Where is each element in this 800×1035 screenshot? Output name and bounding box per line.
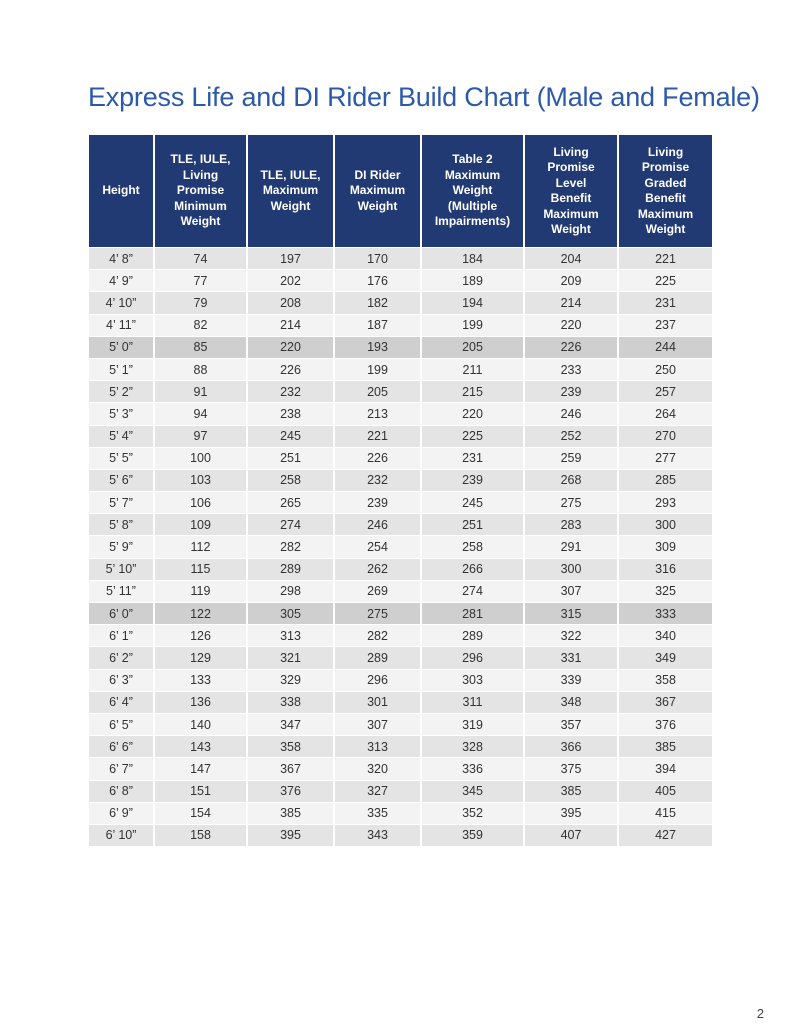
weight-cell: 376 — [619, 713, 712, 735]
table-row — [89, 380, 712, 402]
weight-cell: 300 — [619, 513, 712, 535]
weight-cell: 281 — [422, 602, 525, 624]
column-header-line: Promise — [641, 160, 690, 174]
weight-cell: 338 — [248, 691, 335, 713]
column-header-line: Impairments) — [434, 214, 511, 229]
weight-cell: 357 — [525, 713, 619, 735]
weight-cell: 322 — [525, 624, 619, 646]
table-row — [89, 247, 712, 269]
weight-cell: 231 — [619, 291, 712, 313]
weight-cell: 109 — [155, 513, 248, 535]
weight-cell: 119 — [155, 580, 248, 602]
weight-cell: 300 — [525, 558, 619, 580]
weight-cell: 154 — [155, 802, 248, 824]
weight-cell: 315 — [525, 602, 619, 624]
weight-cell: 305 — [248, 602, 335, 624]
weight-cell: 427 — [619, 824, 712, 846]
height-cell: 6’ 4” — [89, 691, 155, 713]
weight-cell: 268 — [525, 469, 619, 491]
column-header-line: (Multiple — [447, 198, 498, 213]
weight-cell: 244 — [619, 336, 712, 358]
table-row — [89, 624, 712, 646]
column-header-line: Benefit — [550, 191, 592, 205]
weight-cell: 232 — [248, 380, 335, 402]
table-row — [89, 802, 712, 824]
weight-cell: 285 — [619, 469, 712, 491]
weight-cell: 214 — [525, 291, 619, 313]
weight-cell: 79 — [155, 291, 248, 313]
column-header-line: Table 2 — [452, 152, 493, 167]
weight-cell: 193 — [335, 336, 422, 358]
column-header — [89, 135, 155, 247]
column-header-line: TLE, IULE, — [170, 152, 231, 167]
weight-cell: 348 — [525, 691, 619, 713]
table-row — [89, 713, 712, 735]
weight-cell: 147 — [155, 757, 248, 779]
weight-cell: 293 — [619, 491, 712, 513]
height-cell: 5’ 5” — [89, 447, 155, 469]
weight-cell: 282 — [248, 535, 335, 557]
table-row — [89, 580, 712, 602]
build-chart-table — [89, 135, 712, 846]
column-header-line: Promise — [176, 183, 225, 198]
weight-cell: 349 — [619, 646, 712, 668]
table-row — [89, 602, 712, 624]
weight-cell: 209 — [525, 269, 619, 291]
weight-cell: 88 — [155, 358, 248, 380]
weight-cell: 277 — [619, 447, 712, 469]
weight-cell: 202 — [248, 269, 335, 291]
height-cell: 5’ 3” — [89, 402, 155, 424]
weight-cell: 250 — [619, 358, 712, 380]
weight-cell: 319 — [422, 713, 525, 735]
table-row — [89, 513, 712, 535]
height-cell: 6’ 9” — [89, 802, 155, 824]
weight-cell: 385 — [248, 802, 335, 824]
table-row — [89, 735, 712, 757]
height-cell: 6’ 0” — [89, 602, 155, 624]
height-cell: 5’ 11” — [89, 580, 155, 602]
weight-cell: 258 — [248, 469, 335, 491]
weight-cell: 100 — [155, 447, 248, 469]
weight-cell: 82 — [155, 314, 248, 336]
height-cell: 4’ 9” — [89, 269, 155, 291]
height-cell: 5’ 7” — [89, 491, 155, 513]
column-header-line: DI Rider — [354, 167, 401, 182]
column-header-line: Maximum — [262, 183, 319, 198]
weight-cell: 327 — [335, 780, 422, 802]
weight-cell: 239 — [335, 491, 422, 513]
weight-cell: 257 — [619, 380, 712, 402]
height-cell: 5’ 0” — [89, 336, 155, 358]
column-header-line: Weight — [357, 198, 398, 213]
weight-cell: 282 — [335, 624, 422, 646]
column-header-line: Maximum — [543, 206, 599, 221]
weight-cell: 289 — [422, 624, 525, 646]
weight-cell: 143 — [155, 735, 248, 757]
weight-cell: 274 — [248, 513, 335, 535]
weight-cell: 358 — [248, 735, 335, 757]
weight-cell: 225 — [619, 269, 712, 291]
column-header-line: Weight — [180, 214, 221, 229]
weight-cell: 85 — [155, 336, 248, 358]
weight-cell: 283 — [525, 513, 619, 535]
weight-cell: 301 — [335, 691, 422, 713]
height-cell: 6’ 10” — [89, 824, 155, 846]
weight-cell: 211 — [422, 358, 525, 380]
height-cell: 4’ 10” — [89, 291, 155, 313]
weight-cell: 238 — [248, 402, 335, 424]
table-row — [89, 558, 712, 580]
column-header-line: Weight — [645, 222, 686, 236]
weight-cell: 194 — [422, 291, 525, 313]
weight-cell: 340 — [619, 624, 712, 646]
height-cell: 4’ 8” — [89, 247, 155, 269]
weight-cell: 359 — [422, 824, 525, 846]
column-header — [335, 135, 422, 247]
weight-cell: 226 — [335, 447, 422, 469]
column-header-line: Maximum — [637, 206, 694, 221]
weight-cell: 275 — [525, 491, 619, 513]
weight-cell: 239 — [525, 380, 619, 402]
weight-cell: 329 — [248, 669, 335, 691]
table-row — [89, 824, 712, 846]
header-row — [89, 135, 712, 247]
page-number: 2 — [756, 1006, 764, 1021]
height-cell: 6’ 2” — [89, 646, 155, 668]
weight-cell: 325 — [619, 580, 712, 602]
weight-cell: 296 — [422, 646, 525, 668]
column-header-line: TLE, IULE, — [260, 167, 321, 182]
height-cell: 5’ 2” — [89, 380, 155, 402]
weight-cell: 366 — [525, 735, 619, 757]
table-row — [89, 780, 712, 802]
column-header-line: Living — [647, 144, 684, 159]
weight-cell: 133 — [155, 669, 248, 691]
column-header-line: Promise — [547, 160, 595, 174]
weight-cell: 129 — [155, 646, 248, 668]
weight-cell: 220 — [248, 336, 335, 358]
weight-cell: 385 — [619, 735, 712, 757]
weight-cell: 336 — [422, 757, 525, 779]
weight-cell: 331 — [525, 646, 619, 668]
height-cell: 6’ 3” — [89, 669, 155, 691]
table-row — [89, 757, 712, 779]
weight-cell: 208 — [248, 291, 335, 313]
height-cell: 5’ 8” — [89, 513, 155, 535]
column-header — [155, 135, 248, 247]
weight-cell: 213 — [335, 402, 422, 424]
weight-cell: 237 — [619, 314, 712, 336]
column-header — [422, 135, 525, 247]
weight-cell: 140 — [155, 713, 248, 735]
table-row — [89, 669, 712, 691]
weight-cell: 245 — [248, 425, 335, 447]
height-cell: 5’ 6” — [89, 469, 155, 491]
weight-cell: 269 — [335, 580, 422, 602]
column-header — [619, 135, 712, 247]
table-row — [89, 447, 712, 469]
weight-cell: 254 — [335, 535, 422, 557]
weight-cell: 266 — [422, 558, 525, 580]
weight-cell: 151 — [155, 780, 248, 802]
column-header-line: Level — [555, 175, 587, 190]
weight-cell: 74 — [155, 247, 248, 269]
table-body — [89, 247, 712, 846]
height-cell: 5’ 10” — [89, 558, 155, 580]
weight-cell: 197 — [248, 247, 335, 269]
weight-cell: 245 — [422, 491, 525, 513]
weight-cell: 343 — [335, 824, 422, 846]
height-cell: 5’ 1” — [89, 358, 155, 380]
column-header-line: Maximum — [444, 167, 501, 182]
page-title: Express Life and DI Rider Build Chart (Male and Female) — [88, 82, 760, 112]
weight-cell: 347 — [248, 713, 335, 735]
table-row — [89, 358, 712, 380]
weight-cell: 106 — [155, 491, 248, 513]
weight-cell: 220 — [422, 402, 525, 424]
table-row — [89, 535, 712, 557]
weight-cell: 215 — [422, 380, 525, 402]
weight-cell: 246 — [335, 513, 422, 535]
table-row — [89, 491, 712, 513]
height-cell: 6’ 1” — [89, 624, 155, 646]
weight-cell: 367 — [619, 691, 712, 713]
height-cell: 6’ 8” — [89, 780, 155, 802]
weight-cell: 115 — [155, 558, 248, 580]
weight-cell: 136 — [155, 691, 248, 713]
table-row — [89, 314, 712, 336]
column-header-line: Weight — [551, 222, 591, 236]
weight-cell: 320 — [335, 757, 422, 779]
weight-cell: 375 — [525, 757, 619, 779]
weight-cell: 182 — [335, 291, 422, 313]
column-header — [248, 135, 335, 247]
column-header-line: Graded — [644, 175, 687, 190]
weight-cell: 275 — [335, 602, 422, 624]
height-cell: 5’ 9” — [89, 535, 155, 557]
table-row — [89, 691, 712, 713]
weight-cell: 333 — [619, 602, 712, 624]
weight-cell: 226 — [248, 358, 335, 380]
weight-cell: 395 — [525, 802, 619, 824]
weight-cell: 231 — [422, 447, 525, 469]
height-cell: 6’ 7” — [89, 757, 155, 779]
column-header-line: Minimum — [174, 198, 227, 213]
weight-cell: 187 — [335, 314, 422, 336]
weight-cell: 77 — [155, 269, 248, 291]
table-row — [89, 646, 712, 668]
weight-cell: 291 — [525, 535, 619, 557]
weight-cell: 296 — [335, 669, 422, 691]
weight-cell: 184 — [422, 247, 525, 269]
table-row — [89, 469, 712, 491]
weight-cell: 407 — [525, 824, 619, 846]
weight-cell: 289 — [335, 646, 422, 668]
weight-cell: 274 — [422, 580, 525, 602]
table-row — [89, 336, 712, 358]
weight-cell: 189 — [422, 269, 525, 291]
weight-cell: 376 — [248, 780, 335, 802]
weight-cell: 345 — [422, 780, 525, 802]
weight-cell: 170 — [335, 247, 422, 269]
table-header — [89, 135, 712, 247]
weight-cell: 221 — [619, 247, 712, 269]
weight-cell: 313 — [335, 735, 422, 757]
weight-cell: 358 — [619, 669, 712, 691]
column-header-line: Living — [182, 167, 219, 182]
height-cell: 5’ 4” — [89, 425, 155, 447]
weight-cell: 307 — [525, 580, 619, 602]
weight-cell: 122 — [155, 602, 248, 624]
weight-cell: 233 — [525, 358, 619, 380]
table-row — [89, 269, 712, 291]
weight-cell: 239 — [422, 469, 525, 491]
weight-cell: 395 — [248, 824, 335, 846]
weight-cell: 158 — [155, 824, 248, 846]
weight-cell: 103 — [155, 469, 248, 491]
weight-cell: 205 — [422, 336, 525, 358]
weight-cell: 251 — [422, 513, 525, 535]
weight-cell: 313 — [248, 624, 335, 646]
weight-cell: 405 — [619, 780, 712, 802]
weight-cell: 307 — [335, 713, 422, 735]
column-header-line: Weight — [452, 183, 493, 198]
weight-cell: 220 — [525, 314, 619, 336]
weight-cell: 303 — [422, 669, 525, 691]
column-header-line: Height — [102, 183, 140, 198]
weight-cell: 246 — [525, 402, 619, 424]
weight-cell: 94 — [155, 402, 248, 424]
weight-cell: 309 — [619, 535, 712, 557]
weight-cell: 289 — [248, 558, 335, 580]
weight-cell: 265 — [248, 491, 335, 513]
weight-cell: 176 — [335, 269, 422, 291]
height-cell: 4’ 11” — [89, 314, 155, 336]
weight-cell: 259 — [525, 447, 619, 469]
weight-cell: 321 — [248, 646, 335, 668]
weight-cell: 316 — [619, 558, 712, 580]
weight-cell: 204 — [525, 247, 619, 269]
weight-cell: 225 — [422, 425, 525, 447]
column-header-line: Maximum — [349, 183, 406, 198]
weight-cell: 199 — [422, 314, 525, 336]
weight-cell: 415 — [619, 802, 712, 824]
table-row — [89, 291, 712, 313]
weight-cell: 214 — [248, 314, 335, 336]
weight-cell: 298 — [248, 580, 335, 602]
weight-cell: 264 — [619, 402, 712, 424]
weight-cell: 328 — [422, 735, 525, 757]
weight-cell: 91 — [155, 380, 248, 402]
weight-cell: 339 — [525, 669, 619, 691]
table-row — [89, 425, 712, 447]
weight-cell: 126 — [155, 624, 248, 646]
weight-cell: 205 — [335, 380, 422, 402]
weight-cell: 335 — [335, 802, 422, 824]
weight-cell: 262 — [335, 558, 422, 580]
weight-cell: 352 — [422, 802, 525, 824]
weight-cell: 97 — [155, 425, 248, 447]
weight-cell: 251 — [248, 447, 335, 469]
weight-cell: 270 — [619, 425, 712, 447]
column-header-line: Living — [553, 144, 589, 159]
height-cell: 6’ 5” — [89, 713, 155, 735]
height-cell: 6’ 6” — [89, 735, 155, 757]
weight-cell: 232 — [335, 469, 422, 491]
weight-cell: 112 — [155, 535, 248, 557]
column-header-line: Weight — [270, 198, 311, 213]
weight-cell: 394 — [619, 757, 712, 779]
weight-cell: 226 — [525, 336, 619, 358]
weight-cell: 311 — [422, 691, 525, 713]
weight-cell: 199 — [335, 358, 422, 380]
column-header-line: Benefit — [645, 191, 686, 205]
weight-cell: 252 — [525, 425, 619, 447]
weight-cell: 221 — [335, 425, 422, 447]
weight-cell: 385 — [525, 780, 619, 802]
weight-cell: 258 — [422, 535, 525, 557]
table-row — [89, 402, 712, 424]
column-header — [525, 135, 619, 247]
weight-cell: 367 — [248, 757, 335, 779]
